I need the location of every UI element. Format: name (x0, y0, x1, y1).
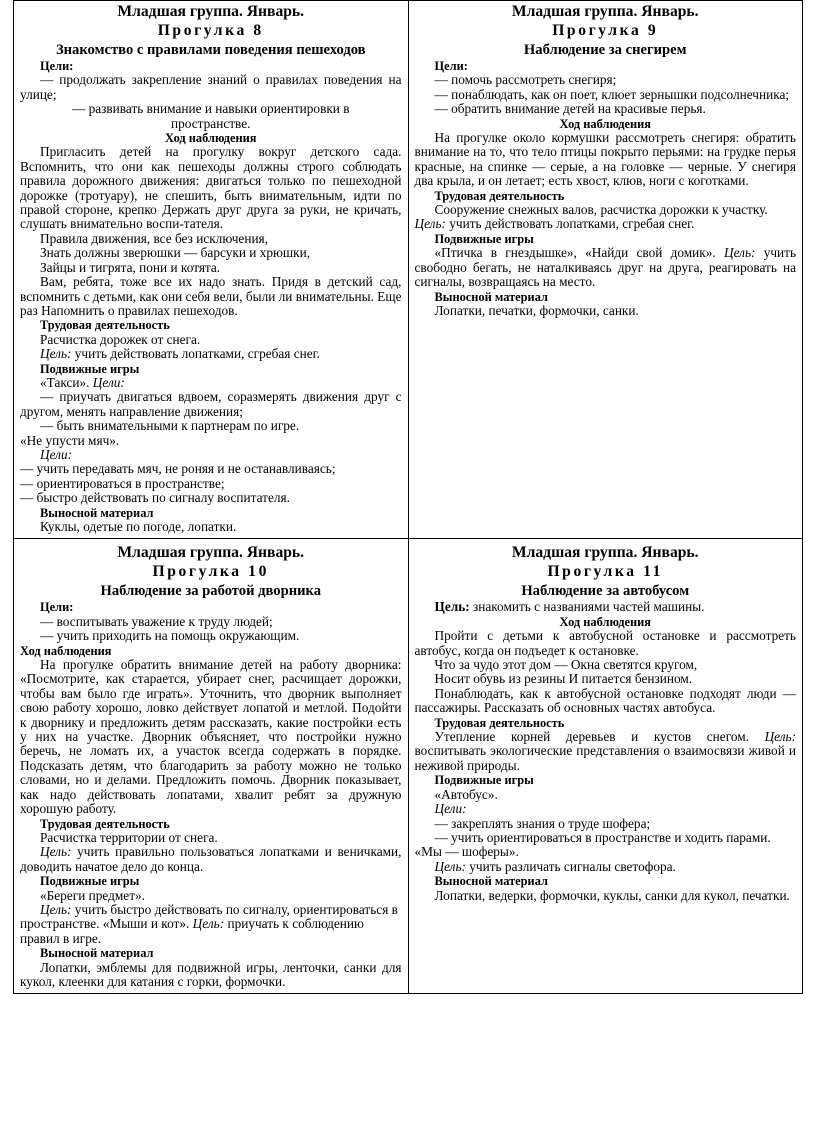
walk-11-aim-label: Цель: (764, 729, 797, 745)
walk-11-work-aim: воспитывать экологические представления о взаимосвязи живой и неживой природы. (414, 743, 796, 773)
walk-10-material-label: Выносной материал (40, 946, 154, 961)
walk-11-game-1-goal-1: — закреплять знания о труде шофера; (434, 815, 651, 831)
walk-8-theme: Знакомство с правилами поведения пешеходов (55, 42, 366, 58)
walk-11-verse-1: Что за чудо этот дом — Окна светятся кругом, (434, 657, 698, 673)
walk-8-game-1-goal-1: — приучать двигаться вдвоем, соразмерять движения друг с другом, менять направление движения; (20, 389, 402, 419)
walk-8-goal-2b: пространстве. (171, 115, 251, 131)
walk-11-verse-2: Носит обувь из резины И питается бензином. (434, 671, 693, 687)
walk-8-game-2: «Не упусти мяч». (20, 432, 120, 448)
walk-8-work: Расчистка дорожек от снега. (40, 331, 201, 347)
walk-11-work-label: Трудовая деятельность (434, 715, 565, 730)
walk-8-group-title: Младшая группа. Январь. (117, 3, 305, 20)
walk-11-game-2-aim-label: Цель: (434, 858, 466, 874)
walk-11-game-1-goals-label: Цели: (434, 801, 467, 817)
walk-9-games-aim: учить свободно бегать, не наталкиваясь друг на друга, реагировать на сигналы, возвращаясь на место. (414, 245, 797, 290)
walk-9-work-aim: учить действовать лопатками, сгребая снег. (449, 216, 695, 232)
walk-8-work-aim: учить действовать лопатками, сгребая снег. (74, 346, 320, 362)
walk-9-theme: Наблюдение за снегирем (523, 42, 687, 58)
walk-8-work-label: Трудовая деятельность (40, 318, 170, 333)
walk-10-material: Лопатки, эмблемы для подвижной игры, ленточки, санки для кукол, клеенки для катания с горки, формочки. (20, 959, 402, 989)
walk-11-cell (408, 539, 803, 994)
walk-9-group-title: Младшая группа. Январь. (511, 3, 699, 20)
walk-10-game-1-aim-label: Цель: (40, 901, 72, 917)
walk-8-verse-2: Знать должны зверюшки — барсуки и хрюшки, (40, 245, 311, 261)
walk-10-game-2-aim-label: Цель: (192, 916, 225, 932)
walk-10-game-2: «Мыши и кот». (102, 916, 190, 932)
walk-10-games-label: Подвижные игры (40, 874, 140, 889)
walk-9-course-label: Ход наблюдения (559, 116, 651, 131)
walk-9-games: «Птичка в гнездышке», «Найди свой домик». (434, 245, 716, 261)
walk-11-work: Утепление корней деревьев и кустов снегом. (434, 729, 749, 745)
walk-11-number: Прогулка 11 (547, 563, 664, 581)
walk-8-course-text-1: Пригласить детей на прогулку вокруг детского сада. Вспомнить, что они как пешеходы должны строго соблюдать правила дорожного движения: двигаться только по пешеходной дорожке (тротуару), не спешить, быть внимательным, идти по правой стороне, крепко Держать друг друга за руки, не кричать, слушать внимательно воспи-тателя. (20, 144, 402, 232)
walk-9-material-label: Выносной материал (434, 289, 548, 304)
walk-10-course-text: На прогулке обратить внимание детей на работу дворника: «Посмотрите, как старается, убирает снег, расчищает дорожки, чтобы вам было где играть». Уточнить, что дворник выполняет свою работу хорошо, ловко действует лопатой и метлой. Подойти к дворнику и предложить детям рассказать, какие постройки есть у них на участке. Дворник объясняет, что постройки нужно беречь, не ломать их, а участок всегда содержать в порядке. Подсказать детям, что благодарить за работу можно не только словами, но и делами. Предложить помочь. Дворник показывает, как надо действовать лопатами, хвалит ребят за дружную хорошую работу. (20, 657, 402, 817)
walk-10-goal-1: — воспитывать уважение к труду людей; (40, 613, 273, 629)
walk-11-course-text-1: Пройти с детьми к автобусной остановке и рассмотреть автобус, когда он подъедет к остановке. (414, 628, 796, 658)
walk-8-number: Прогулка 8 (157, 22, 264, 39)
walk-8-goals-label: Цели: (40, 59, 74, 73)
walk-11-course-label: Ход наблюдения (559, 614, 651, 629)
walk-10-cell (14, 539, 409, 994)
walk-9-goal-2: — понаблюдать, как он поет, клюет зернышки подсолнечника; (434, 86, 790, 102)
walk-9-work: Сооружение снежных валов, расчистка дорожки к участку. (434, 202, 768, 218)
walk-8-aim-label: Цель: (40, 346, 72, 362)
walk-10-work-label: Трудовая деятельность (40, 816, 170, 831)
walk-8-game-2-goal-1: — учить передавать мяч, не роняя и не останавливаясь; (20, 461, 336, 477)
walk-9-goal-1: — помочь рассмотреть снегиря; (434, 72, 617, 88)
walk-9-aim-label: Цель: (414, 216, 446, 232)
walk-9-games-aim-label: Цель: (723, 245, 756, 261)
walk-11-game-1-goal-2: — учить ориентироваться в пространстве и ходить парами. (434, 829, 771, 845)
walk-11-theme: Наблюдение за автобусом (521, 583, 690, 600)
walk-10-group-title: Младшая группа. Январь. (117, 544, 305, 562)
walk-11-goal: знакомить с названиями частей машины. (473, 599, 705, 615)
walk-9-material: Лопатки, печатки, формочки, санки. (434, 302, 639, 318)
walk-10-aim-label: Цель: (40, 844, 72, 860)
walk-10-course-label: Ход наблюдения (20, 643, 112, 658)
walk-8-game-2-goal-3: — быстро действовать по сигналу воспитателя. (20, 490, 290, 506)
walk-10-theme: Наблюдение за работой дворника (100, 583, 322, 600)
walk-8-game-2-goal-2: — ориентироваться в пространстве; (20, 475, 225, 491)
walk-10-goals-label: Цели: (40, 600, 74, 615)
walk-8-game-2-goals-label: Цели: (40, 446, 73, 462)
walk-8-verse-3: Зайцы и тигрята, пони и котята. (40, 259, 221, 275)
walk-8-games-label: Подвижные игры (40, 361, 140, 376)
walk-10-number: Прогулка 10 (152, 563, 269, 581)
walk-11-game-2: «Мы — шоферы». (414, 844, 519, 860)
walk-11-games-label: Подвижные игры (434, 773, 534, 788)
walk-10-work-aim: учить правильно пользоваться лопатками и веничками, доводить начатое дело до конца. (20, 844, 402, 874)
walk-11-material: Лопатки, ведерки, формочки, куклы, санки для кукол, печатки. (434, 887, 790, 903)
walk-10-goal-2: — учить приходить на помощь окружающим. (40, 628, 300, 644)
walk-9-goals-label: Цели: (434, 59, 468, 73)
walk-8-game-1-goals-label: Цели: (92, 374, 125, 390)
walk-8-goal-2a: — развивать внимание и навыки ориентировки в (71, 101, 350, 117)
walk-10-game-2-aim: приучать к соблюдению правил в игре. (20, 916, 364, 946)
walk-8-goal-1: — продолжать закрепление знаний о правилах поведения на улице; (20, 72, 402, 102)
walk-9-work-label: Трудовая деятельность (434, 188, 565, 203)
walk-8-game-1: «Такси». (40, 374, 90, 390)
walk-11-course-text-2: Понаблюдать, как к автобусной остановке подходят люди — пассажиры. Рассказать об основных частях автобуса. (414, 685, 796, 716)
walk-8-game-1-goal-2: — быть внимательными к партнерам по игре. (40, 418, 300, 434)
walk-9-course-text: На прогулке около кормушки рассмотреть снегиря: обратить внимание на то, что тело птицы покрыто перьями: на грудке перья красные, на спинке — серые, а на головке — черные. У снегиря два крыла, и он летает; есть хвост, клюв, ноги с коготками. (414, 130, 796, 189)
walk-11-game-2-aim: учить различать сигналы светофора. (469, 858, 676, 874)
walk-8-material-label: Выносной материал (40, 505, 154, 520)
walk-11-game-1: «Автобус». (434, 786, 498, 802)
walk-9-goal-3: — обратить внимание детей на красивые перья. (434, 101, 706, 117)
walks-table (13, 0, 803, 994)
walk-9-games-label: Подвижные игры (434, 231, 534, 246)
walk-11-material-label: Выносной материал (434, 874, 548, 889)
walk-10-work: Расчистка территории от снега. (40, 829, 218, 845)
walk-8-course-text-2: Вам, ребята, тоже все их надо знать. Придя в детский сад, вспомнить с детьми, как они себя вели, были ли внимательны. Еще раз Напомнить о правилах пешеходов. (20, 274, 402, 318)
walk-8-cell (14, 1, 409, 539)
walk-11-group-title: Младшая группа. Январь. (511, 544, 699, 562)
walk-8-material: Куклы, одетые по погоде, лопатки. (40, 519, 237, 534)
walk-8-course-label: Ход наблюдения (165, 131, 257, 146)
walk-10-game-1: «Береги предмет». (40, 887, 145, 903)
walk-8-verse-1: Правила движения, все без исключения, (40, 230, 269, 246)
walk-9-number: Прогулка 9 (552, 22, 659, 39)
walk-11-goal-label: Цель: (434, 599, 470, 615)
walk-10-game-1-aim: учить быстро действовать по сигналу, ориентироваться в пространстве. (20, 901, 398, 932)
walk-9-cell (408, 1, 803, 539)
